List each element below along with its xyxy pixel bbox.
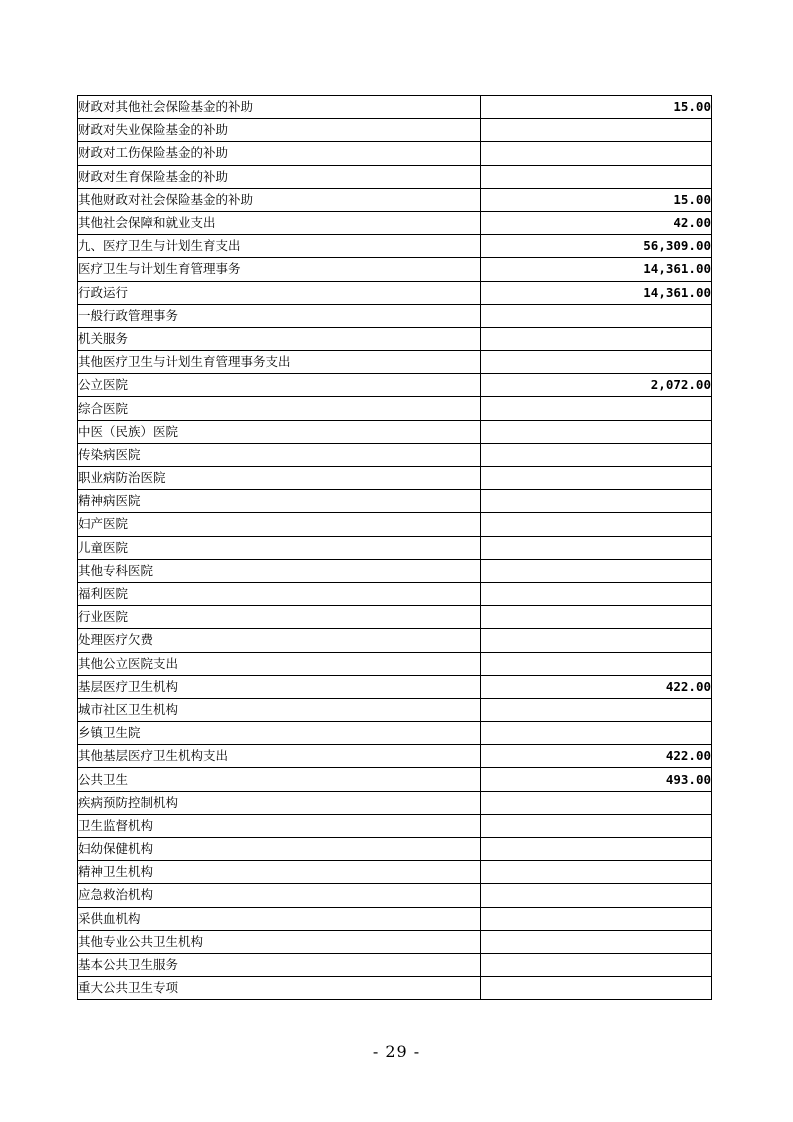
row-amount <box>481 606 712 629</box>
row-item-name-cell <box>78 861 481 884</box>
row-item-name: 基层医疗卫生机构 <box>78 678 179 694</box>
table-row <box>78 722 712 745</box>
table-row <box>78 96 712 119</box>
row-amount <box>481 884 712 907</box>
row-item-name-cell <box>78 443 481 466</box>
row-item-name: 福利医院 <box>78 586 129 602</box>
table-row <box>78 791 712 814</box>
row-amount: 14,361.00 <box>481 281 712 304</box>
row-amount <box>481 977 712 1000</box>
table-row <box>78 606 712 629</box>
row-amount: 42.00 <box>481 211 712 234</box>
row-item-name: 其他医疗卫生与计划生育管理事务支出 <box>78 354 291 370</box>
row-item-name-cell <box>78 165 481 188</box>
row-amount <box>481 536 712 559</box>
row-item-name: 医疗卫生与计划生育管理事务 <box>78 261 241 277</box>
row-item-name: 财政对生育保险基金的补助 <box>78 168 229 184</box>
row-amount <box>481 698 712 721</box>
row-item-name-cell <box>78 211 481 234</box>
row-amount <box>481 327 712 350</box>
row-item-name: 传染病医院 <box>78 446 141 462</box>
table-row <box>78 420 712 443</box>
table-row <box>78 397 712 420</box>
expenditure-table <box>77 95 712 1000</box>
row-amount: 56,309.00 <box>481 235 712 258</box>
row-item-name-cell <box>78 397 481 420</box>
page-number: - 29 - <box>372 1042 421 1061</box>
row-item-name-cell <box>78 467 481 490</box>
row-item-name: 九、医疗卫生与计划生育支出 <box>78 238 241 254</box>
row-item-name-cell <box>78 722 481 745</box>
row-item-name: 其他基层医疗卫生机构支出 <box>78 748 229 764</box>
row-item-name-cell <box>78 652 481 675</box>
table-row <box>78 675 712 698</box>
row-item-name-cell <box>78 745 481 768</box>
table-row <box>78 838 712 861</box>
row-item-name-cell <box>78 119 481 142</box>
row-amount: 422.00 <box>481 675 712 698</box>
row-item-name: 其他公立医院支出 <box>78 655 179 671</box>
row-item-name-cell <box>78 675 481 698</box>
row-item-name: 综合医院 <box>78 400 129 416</box>
row-item-name: 基本公共卫生服务 <box>78 957 179 973</box>
row-amount <box>481 304 712 327</box>
row-item-name-cell <box>78 142 481 165</box>
row-amount <box>481 838 712 861</box>
row-amount <box>481 397 712 420</box>
row-item-name: 妇幼保健机构 <box>78 841 154 857</box>
row-item-name-cell <box>78 235 481 258</box>
row-amount <box>481 351 712 374</box>
row-item-name: 中医（民族）医院 <box>78 423 179 439</box>
table-row <box>78 281 712 304</box>
row-item-name: 乡镇卫生院 <box>78 725 141 741</box>
row-item-name: 行政运行 <box>78 284 129 300</box>
row-item-name: 其他专业公共卫生机构 <box>78 933 204 949</box>
row-amount: 15.00 <box>481 96 712 119</box>
row-amount <box>481 119 712 142</box>
row-item-name: 妇产医院 <box>78 516 129 532</box>
row-amount <box>481 722 712 745</box>
row-amount <box>481 652 712 675</box>
table-row <box>78 467 712 490</box>
row-item-name: 财政对失业保险基金的补助 <box>78 122 229 138</box>
row-item-name: 精神卫生机构 <box>78 864 154 880</box>
row-item-name: 机关服务 <box>78 330 129 346</box>
row-item-name: 其他专科医院 <box>78 562 154 578</box>
row-amount: 493.00 <box>481 768 712 791</box>
table-row <box>78 443 712 466</box>
expenditure-table-body <box>78 96 712 1000</box>
table-row <box>78 119 712 142</box>
table-row <box>78 814 712 837</box>
row-item-name: 精神病医院 <box>78 493 141 509</box>
row-item-name-cell <box>78 327 481 350</box>
table-row <box>78 327 712 350</box>
row-item-name-cell <box>78 96 481 119</box>
row-item-name: 财政对工伤保险基金的补助 <box>78 145 229 161</box>
row-item-name: 行业医院 <box>78 609 129 625</box>
row-item-name-cell <box>78 351 481 374</box>
row-item-name-cell <box>78 606 481 629</box>
table-row <box>78 258 712 281</box>
table-row <box>78 698 712 721</box>
row-item-name-cell <box>78 559 481 582</box>
row-amount <box>481 142 712 165</box>
row-item-name-cell <box>78 188 481 211</box>
table-row <box>78 907 712 930</box>
row-amount <box>481 814 712 837</box>
table-row <box>78 861 712 884</box>
row-amount <box>481 490 712 513</box>
row-amount <box>481 513 712 536</box>
row-item-name-cell <box>78 582 481 605</box>
table-row <box>78 490 712 513</box>
row-amount <box>481 467 712 490</box>
row-amount: 2,072.00 <box>481 374 712 397</box>
row-amount <box>481 559 712 582</box>
row-amount <box>481 582 712 605</box>
table-row <box>78 559 712 582</box>
table-row <box>78 629 712 652</box>
table-row <box>78 165 712 188</box>
row-item-name-cell <box>78 304 481 327</box>
row-amount <box>481 629 712 652</box>
row-item-name-cell <box>78 791 481 814</box>
row-item-name: 处理医疗欠费 <box>78 632 154 648</box>
table-row <box>78 768 712 791</box>
row-item-name-cell <box>78 490 481 513</box>
table-row <box>78 235 712 258</box>
row-amount <box>481 907 712 930</box>
row-item-name-cell <box>78 768 481 791</box>
table-row <box>78 884 712 907</box>
row-item-name-cell <box>78 513 481 536</box>
table-row <box>78 142 712 165</box>
row-amount <box>481 930 712 953</box>
table-row <box>78 977 712 1000</box>
row-amount <box>481 861 712 884</box>
row-item-name-cell <box>78 814 481 837</box>
table-row <box>78 930 712 953</box>
table-row <box>78 652 712 675</box>
row-item-name: 其他社会保障和就业支出 <box>78 215 216 231</box>
row-amount <box>481 791 712 814</box>
row-item-name-cell <box>78 629 481 652</box>
row-item-name-cell <box>78 420 481 443</box>
row-item-name: 卫生监督机构 <box>78 817 154 833</box>
row-item-name-cell <box>78 930 481 953</box>
row-amount <box>481 165 712 188</box>
row-item-name: 其他财政对社会保险基金的补助 <box>78 191 254 207</box>
row-item-name: 城市社区卫生机构 <box>78 701 179 717</box>
table-row <box>78 374 712 397</box>
row-item-name: 疾病预防控制机构 <box>78 794 179 810</box>
row-item-name: 儿童医院 <box>78 539 129 555</box>
row-item-name: 一般行政管理事务 <box>78 307 179 323</box>
row-item-name-cell <box>78 838 481 861</box>
row-amount <box>481 420 712 443</box>
table-row <box>78 211 712 234</box>
row-item-name-cell <box>78 907 481 930</box>
table-row <box>78 513 712 536</box>
row-amount <box>481 443 712 466</box>
row-item-name-cell <box>78 374 481 397</box>
row-item-name: 应急救治机构 <box>78 887 154 903</box>
row-amount: 422.00 <box>481 745 712 768</box>
row-item-name: 公共卫生 <box>78 771 129 787</box>
table-row <box>78 351 712 374</box>
row-item-name-cell <box>78 258 481 281</box>
row-item-name-cell <box>78 281 481 304</box>
table-row <box>78 953 712 976</box>
table-row <box>78 745 712 768</box>
row-amount: 14,361.00 <box>481 258 712 281</box>
row-item-name: 职业病防治医院 <box>78 470 166 486</box>
row-item-name-cell <box>78 953 481 976</box>
row-item-name: 重大公共卫生专项 <box>78 980 179 996</box>
row-item-name: 采供血机构 <box>78 910 141 926</box>
row-amount <box>481 953 712 976</box>
row-item-name-cell <box>78 884 481 907</box>
row-item-name: 财政对其他社会保险基金的补助 <box>78 99 254 115</box>
row-item-name: 公立医院 <box>78 377 129 393</box>
table-row <box>78 582 712 605</box>
row-item-name-cell <box>78 536 481 559</box>
row-item-name-cell <box>78 977 481 1000</box>
row-item-name-cell <box>78 698 481 721</box>
table-row <box>78 304 712 327</box>
table-row <box>78 188 712 211</box>
table-row <box>78 536 712 559</box>
row-amount: 15.00 <box>481 188 712 211</box>
